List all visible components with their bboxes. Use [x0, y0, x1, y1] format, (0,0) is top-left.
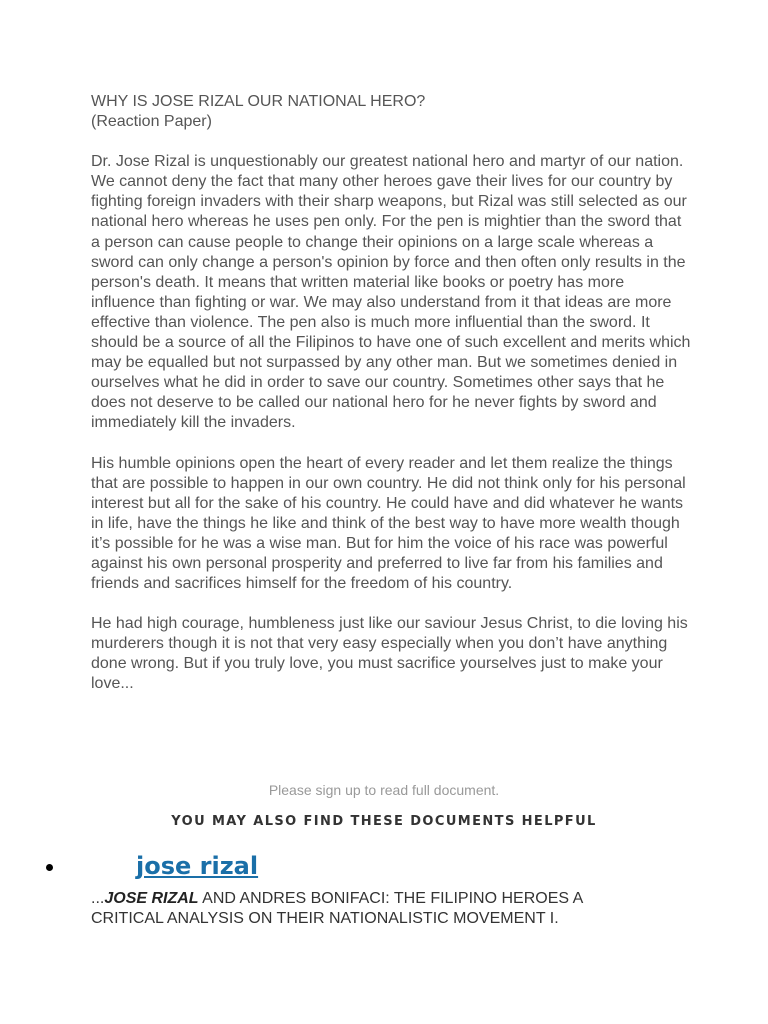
snippet-prefix: ...	[91, 890, 105, 907]
snippet-text: AND ANDRES BONIFACI: THE FILIPINO HEROES A CRITICAL ANALYSIS ON THEIR NATIONALISTIC MOVEMENT I.	[91, 890, 583, 927]
signup-prompt[interactable]: Please sign up to read full document.	[268, 782, 500, 798]
helpful-documents-heading: YOU MAY ALSO FIND THESE DOCUMENTS HELPFUL	[171, 814, 597, 829]
snippet-emphasis: JOSE RIZAL	[104, 890, 199, 907]
document-heading	[91, 92, 691, 132]
document-title: WHY IS JOSE RIZAL OUR NATIONAL HERO?	[91, 93, 426, 110]
document-body	[91, 92, 691, 715]
related-document-snippet	[91, 889, 651, 929]
paragraph: He had high courage, humbleness just like our saviour Jesus Christ, to die loving his murderers though it is not that very easy especially when you don’t have anything done wrong. But if you truly love, you must sacrifice yourselves just to make your love...	[91, 615, 688, 693]
document-subtitle: (Reaction Paper)	[91, 113, 212, 131]
paragraph: His humble opinions open the heart of every reader and let them realize the things that are possible to happen in our own country. He did not think only for his personal interest but all for the sake of his country. He could have and did whatever he wants in life, have the things he like and think of the best way to have more wealth though it’s possible for he was a wise man. But for him the voice of his race was powerful against his own personal prosperity and preferred to live far from his families and friends and sacrifices himself for the freedom of his country.	[91, 454, 686, 593]
paragraph: Dr. Jose Rizal is unquestionably our greatest national hero and martyr of our nation. We cannot deny the fact that many other heroes gave their lives for our country by fighting foreign invaders with their sharp weapons, but Rizal was still selected as our national hero whereas he uses pen only. For the pen is mightier than the sword that a person can cause people to change their opinions on a large scale whereas a sword can only change a person's opinion by force and then often only results in the person's death. It means that written material like books or poetry has more influence than fighting or war. We may also understand from it that ideas are more effective than violence. The pen also is much more influential than the sword. It should be a source of all the Filipinos to have one of such excellent and merits which may be equalled but not surpassed by any other man. But we sometimes denied in ourselves what he did in order to save our country. Sometimes other says that he does not deserve to be called our national hero for he never fights by sword and immediately kill the invaders.	[91, 153, 691, 432]
related-document-link[interactable]: jose rizal	[136, 852, 259, 880]
bullet-icon	[46, 864, 53, 871]
